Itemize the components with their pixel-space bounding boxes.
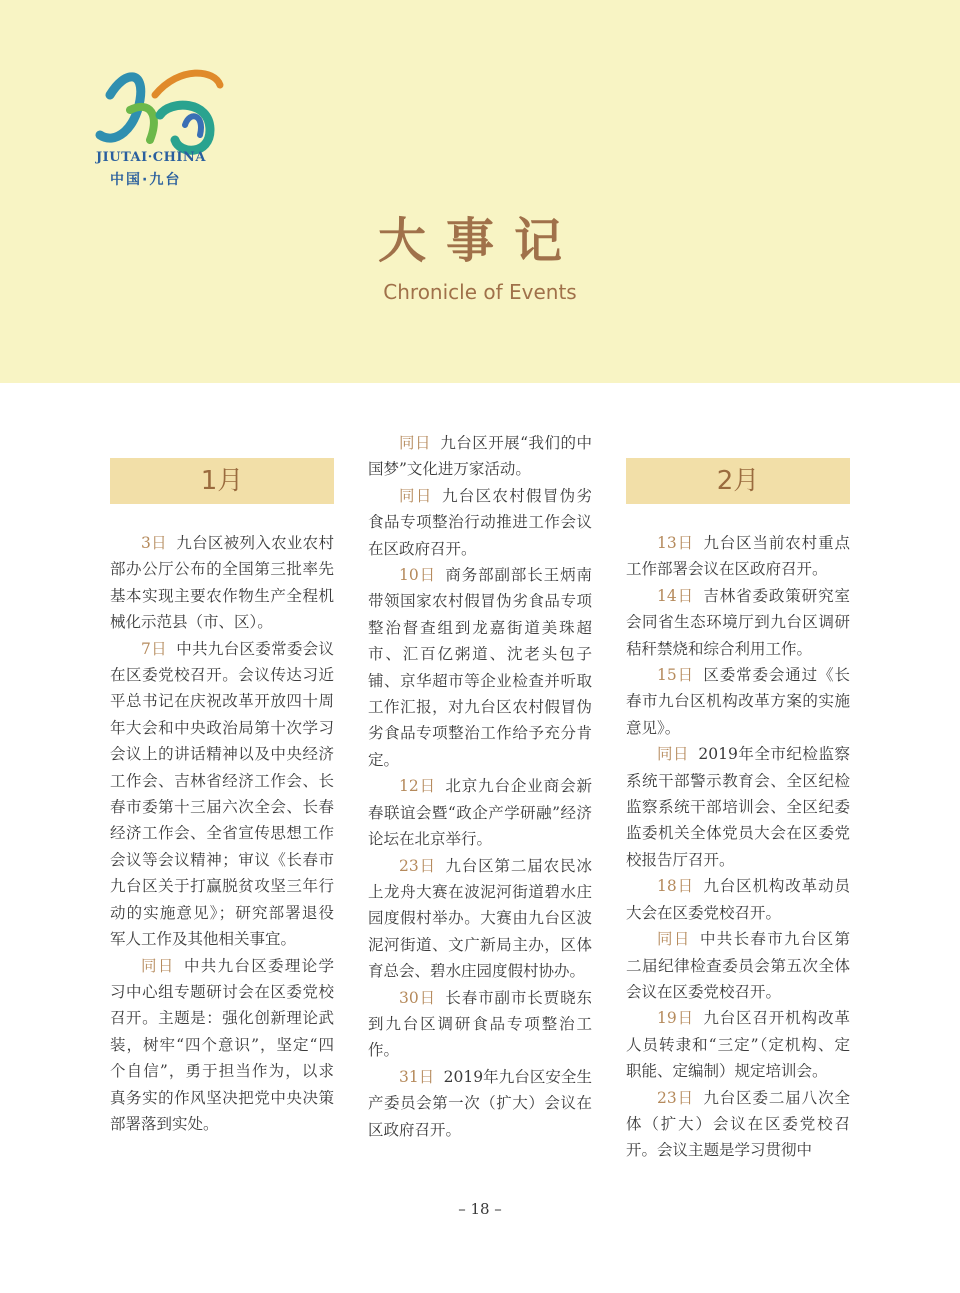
event-text: 中共长春市九台区第二届纪律检查委员会第五次全体会议在区委党校召开。 bbox=[626, 930, 850, 1001]
event-entry bbox=[626, 662, 850, 741]
event-entry bbox=[626, 926, 850, 1005]
event-text: 九台区被列入农业农村部办公厅公布的全国第三批率先基本实现主要农作物生产全程机械化示范县（市、区）。 bbox=[110, 534, 334, 632]
event-entry bbox=[368, 773, 592, 852]
column-3 bbox=[626, 458, 850, 1164]
event-day: 23日 bbox=[399, 856, 437, 875]
event-entry bbox=[368, 985, 592, 1064]
page-subtitle: Chronicle of Events bbox=[383, 280, 577, 304]
page-number: – 18 – bbox=[458, 1200, 502, 1218]
event-text: 2019年九台区安全生产委员会第一次（扩大）会议在区政府召开。 bbox=[368, 1067, 592, 1139]
event-entry bbox=[110, 636, 334, 953]
event-text: 九台区农村假冒伪劣食品专项整治行动推进工作会议在区政府召开。 bbox=[368, 486, 592, 558]
event-entry bbox=[110, 953, 334, 1138]
event-text: 中共九台区委常委会议在区委党校召开。会议传达习近平总书记在庆祝改革开放四十周年大会和中央政治局第十次学习会议上的讲话精神以及中央经济工作会、吉林省经济工作会、长春市委第十三届六次全会、长春经济工作会、全省宣传思想工作会议等会议精神；审议《长春市九台区关于打赢脱贫攻坚三年行动的实施意见》；研究部署退役军人工作及其他相关事宜。 bbox=[110, 639, 334, 949]
page-title: 大事记 bbox=[377, 213, 582, 269]
event-day: 12日 bbox=[399, 777, 437, 796]
event-day: 同日 bbox=[657, 930, 691, 949]
event-text: 九台区委二届八次全体（扩大）会议在区委党校召开。会议主题是学习贯彻中 bbox=[626, 1088, 850, 1160]
event-day: 同日 bbox=[399, 434, 431, 452]
event-text: 九台区召开机构改革人员转隶和“三定”（定机构、定职能、定编制）规定培训会。 bbox=[626, 1009, 850, 1081]
event-text: 中共九台区委理论学习中心组专题研讨会在区委党校召开。主题是：强化创新理论武装，树牢“四个意识”，坚定“四个自信”，勇于担当作为，以求真务实的作风坚决把党中央决策部署落到实处。 bbox=[110, 956, 334, 1133]
event-entry bbox=[368, 1064, 592, 1143]
event-day: 同日 bbox=[657, 745, 690, 764]
logo-text-cn: 中国·九台 bbox=[110, 172, 182, 188]
event-text: 九台区机构改革动员大会在区委党校召开。 bbox=[626, 877, 850, 922]
event-entry bbox=[626, 583, 850, 662]
event-entry bbox=[626, 873, 850, 926]
month-heading: 2月 bbox=[626, 458, 850, 504]
event-text: 北京九台企业商会新春联谊会暨“政企产学研融”经济论坛在北京举行。 bbox=[368, 777, 592, 849]
column-1 bbox=[110, 458, 334, 1137]
event-entry bbox=[368, 562, 592, 773]
event-day: 14日 bbox=[657, 586, 695, 605]
event-text: 吉林省委政策研究室会同省生态环境厅到九台区调研秸秆禁烧和综合利用工作。 bbox=[626, 586, 850, 658]
event-day: 31日 bbox=[399, 1067, 435, 1086]
event-day: 同日 bbox=[399, 486, 433, 505]
event-day: 30日 bbox=[399, 988, 437, 1007]
event-text: 九台区当前农村重点工作部署会议在区政府召开。 bbox=[626, 534, 850, 579]
event-entry bbox=[626, 530, 850, 583]
event-day: 同日 bbox=[141, 956, 175, 975]
event-day: 13日 bbox=[657, 534, 695, 552]
event-entry bbox=[368, 483, 592, 562]
event-day: 7日 bbox=[141, 639, 167, 658]
event-day: 3日 bbox=[141, 534, 167, 552]
event-text: 长春市副市长贾晓东到九台区调研食品专项整治工作。 bbox=[368, 988, 592, 1060]
event-entry bbox=[368, 430, 592, 483]
event-entry bbox=[626, 1005, 850, 1084]
event-entry bbox=[368, 853, 592, 985]
event-day: 19日 bbox=[657, 1009, 695, 1028]
event-day: 23日 bbox=[657, 1088, 695, 1107]
event-text: 区委常委会通过《长春市九台区机构改革方案的实施意见》。 bbox=[626, 666, 850, 737]
event-entry bbox=[626, 741, 850, 873]
event-text: 九台区第二届农民冰上龙舟大赛在波泥河街道碧水庄园度假村举办。大赛由九台区波泥河街道、文广新局主办，区体育总会、碧水庄园度假村协办。 bbox=[368, 856, 592, 981]
event-entry bbox=[110, 530, 334, 636]
event-text: 九台区开展“我们的中国梦”文化进万家活动。 bbox=[368, 434, 592, 479]
month-heading: 1月 bbox=[110, 458, 334, 504]
event-day: 18日 bbox=[657, 877, 695, 896]
event-day: 15日 bbox=[657, 666, 695, 685]
column-2 bbox=[368, 430, 592, 1143]
event-text: 2019年全市纪检监察系统干部警示教育会、全区纪检监察系统干部培训会、全区纪委监委机关全体党员大会在区委党校报告厅召开。 bbox=[626, 745, 850, 869]
logo-text-en: JIUTAI·CHINA bbox=[96, 150, 206, 165]
event-text: 商务部副部长王炳南带领国家农村假冒伪劣食品专项整治督查组到龙嘉街道美珠超市、汇百亿粥道、沈老头包子铺、京华超市等企业检查并听取工作汇报，对九台区农村假冒伪劣食品专项整治工作给予充分肯定。 bbox=[368, 566, 592, 769]
event-entry bbox=[626, 1085, 850, 1164]
event-day: 10日 bbox=[399, 566, 437, 585]
header-band bbox=[0, 0, 960, 383]
